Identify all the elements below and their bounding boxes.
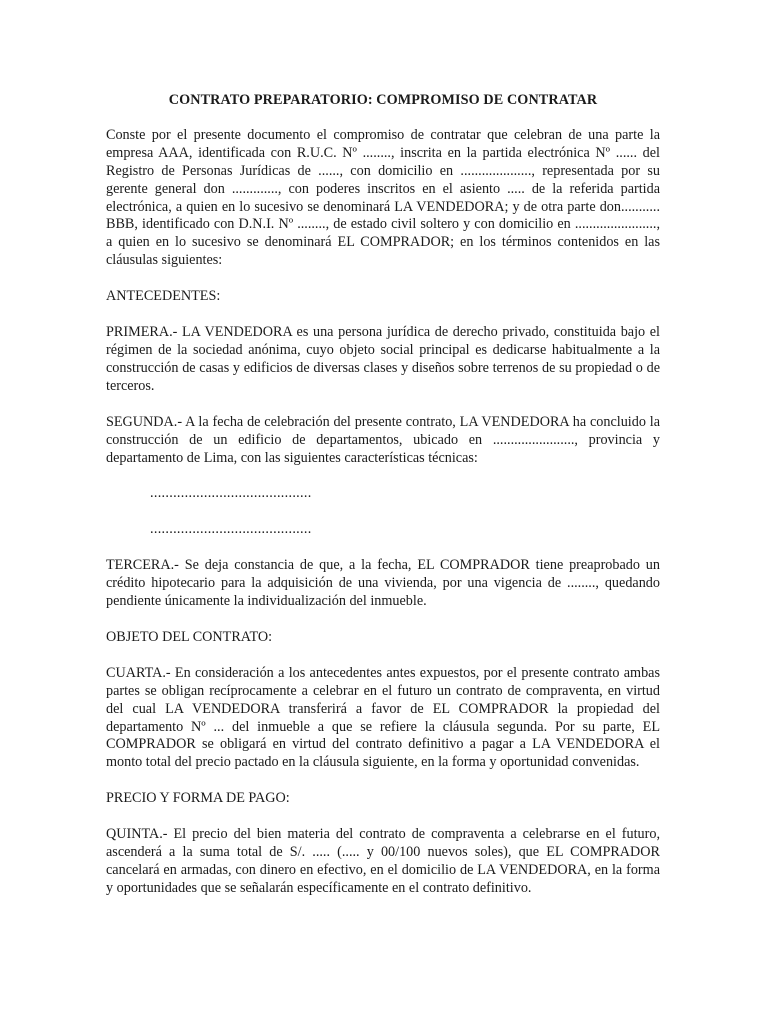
section-heading-precio: PRECIO Y FORMA DE PAGO:	[106, 790, 290, 807]
document-title: CONTRATO PREPARATORIO: COMPROMISO DE CONTRATAR	[168, 92, 598, 108]
section-heading-antecedentes: ANTECEDENTES:	[106, 288, 221, 305]
clause-primera: PRIMERA.- LA VENDEDORA es una persona jurídica de derecho privado, constituida bajo el régimen de la sociedad anónima, cuyo objeto social principal es dedicarse habitualmente a la construcción de casas y edificios de diversas clases y diseños sobre terrenos de su propiedad o de terceros.	[106, 324, 660, 394]
document-page	[106, 92, 660, 916]
blank-line-2: ..........................................	[150, 521, 312, 538]
section-heading-objeto: OBJETO DEL CONTRATO:	[106, 628, 273, 645]
intro-paragraph: Conste por el presente documento el compromiso de contratar que celebran de una parte la empresa AAA, identificada con R.U.C. Nº ........, inscrita en la partida electrónica Nº ...... del Registro de Personas Jurídicas de ......, con domicilio en ...................., representada por su gerente general don ............., con poderes inscritos en el asiento ..... de la referida partida electrónica, a quien en lo sucesivo se denominará LA VENDEDORA; y de otra parte don........... BBB, identificado con D.N.I. Nº ........, de estado civil soltero y con domicilio en ......................., a quien en lo sucesivo se denominará EL COMPRADOR; en los términos contenidos en las cláusulas siguientes:	[106, 126, 660, 269]
clause-cuarta: CUARTA.- En consideración a los antecedentes antes expuestos, por el presente contrato ambas partes se obligan recíprocamente a celebrar en el futuro un contrato de compraventa, en virtud del cual LA VENDEDORA transferirá a favor de EL COMPRADOR la propiedad del departamento Nº ... del inmueble a que se refiere la cláusula segunda. Por su parte, EL COMPRADOR se obligará en virtud del contrato definitivo a pagar a LA VENDEDORA el monto total del precio pactado en la cláusula siguiente, en la forma y oportunidad convenidas.	[106, 664, 660, 771]
clause-quinta: QUINTA.- El precio del bien materia del contrato de compraventa a celebrarse en el futuro, ascenderá a la suma total de S/. ..... (..... y 00/100 nuevos soles), que EL COMPRADOR cancelará en armadas, con dinero en efectivo, en el domicilio de LA VENDEDORA, en la forma y oportunidades que se señalarán específicamente en el contrato definitivo.	[106, 826, 660, 896]
clause-tercera: TERCERA.- Se deja constancia de que, a la fecha, EL COMPRADOR tiene preaprobado un crédito hipotecario para la adquisición de una vivienda, por una vigencia de ........, quedando pendiente únicamente la individualización del inmueble.	[106, 557, 660, 610]
blank-line-1: ..........................................	[150, 485, 312, 502]
clause-segunda: SEGUNDA.- A la fecha de celebración del presente contrato, LA VENDEDORA ha concluido la construcción de un edificio de departamentos, ubicado en ......................., provincia y departamento de Lima, con las siguientes características técnicas:	[106, 413, 660, 466]
